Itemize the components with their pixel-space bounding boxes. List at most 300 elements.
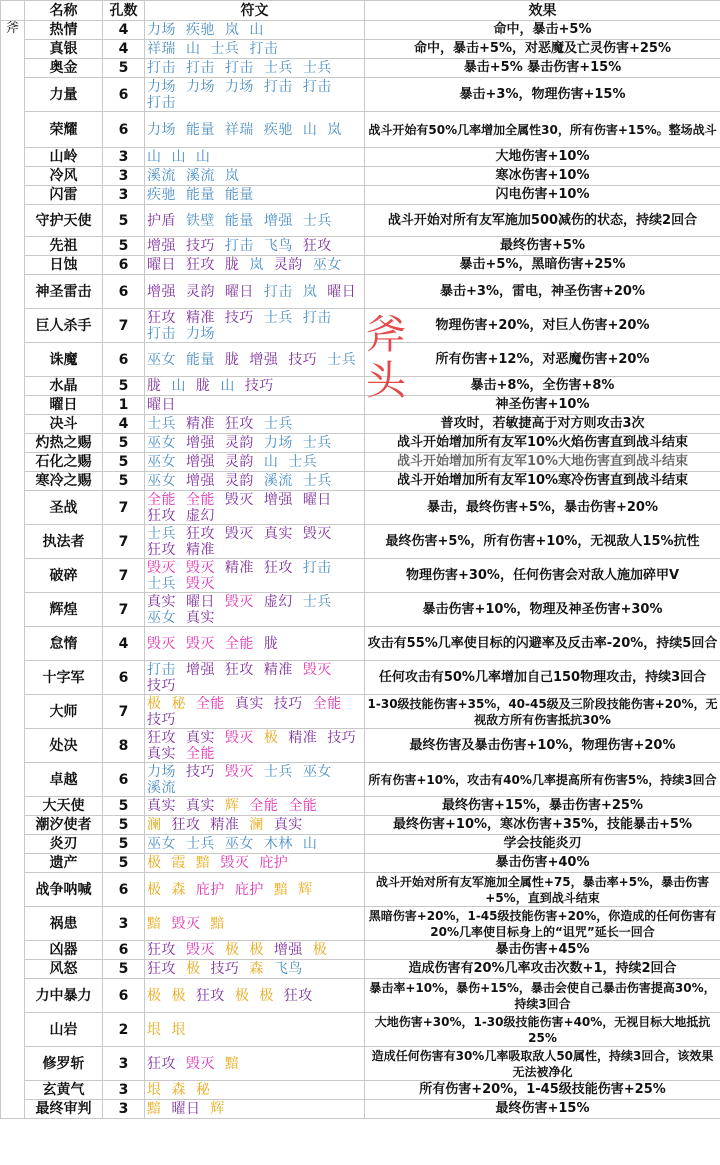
effect-text: 战斗开始有50%几率增加全属性30，所有伤害+15%。整场战斗 (365, 112, 720, 148)
table-row (1, 415, 720, 434)
table-row (1, 979, 720, 1013)
table-row (1, 1081, 720, 1100)
table-row (1, 763, 720, 797)
rune: 灵韵 (185, 283, 215, 300)
rune: 毁灭 (224, 729, 254, 746)
rune-list (145, 1081, 365, 1100)
rune-list (145, 729, 365, 763)
hole-count: 6 (103, 941, 145, 960)
rune: 全能 (224, 635, 254, 652)
rune: 真实 (147, 593, 176, 610)
rune: 灵韵 (224, 454, 254, 470)
hole-count: 3 (103, 1081, 145, 1100)
rune: 精准 (185, 309, 215, 326)
table-body (1, 21, 720, 1119)
table-row (1, 472, 720, 491)
hole-count: 6 (103, 979, 145, 1013)
rune: 山 (249, 22, 264, 38)
table-row (1, 627, 720, 661)
rune-list (145, 941, 365, 960)
rune: 灵韵 (224, 473, 254, 489)
watermark-char: 头 (366, 358, 406, 404)
axe-watermark (364, 312, 408, 404)
hole-count: 2 (103, 1013, 145, 1047)
rune-list (145, 835, 365, 854)
rune-list (145, 275, 365, 309)
runeword-name: 山岭 (25, 148, 103, 167)
table-row (1, 186, 720, 205)
rune: 狂攻 (195, 987, 225, 1004)
effect-text: 命中，暴击+5%，对恶魔及亡灵伤害+25% (365, 40, 720, 59)
rune: 曜日 (224, 283, 254, 300)
rune: 山 (147, 149, 162, 165)
rune: 技巧 (244, 378, 274, 394)
rune: 精准 (185, 541, 215, 558)
effect-text: 神圣伤害+10% (365, 396, 720, 415)
table-row (1, 960, 720, 979)
rune: 力场 (185, 325, 215, 342)
table-row (1, 237, 720, 256)
table-row (1, 21, 720, 40)
rune: 士兵 (288, 454, 318, 470)
rune-list (145, 309, 365, 343)
rune: 力场 (147, 22, 176, 38)
rune: 胧 (263, 635, 279, 652)
runeword-name: 修罗斩 (25, 1047, 103, 1081)
rune: 巫女 (224, 836, 254, 852)
rune: 技巧 (327, 729, 357, 746)
rune: 增强 (249, 351, 279, 368)
rune: 极 (185, 961, 201, 977)
effect-text: 任何攻击有50%几率增加自己150物理攻击，持续3回合 (365, 661, 720, 695)
table-row (1, 525, 720, 559)
runeword-name: 卓越 (25, 763, 103, 797)
effect-text: 攻击有55%几率使目标的闪避率及反击率-20%，持续5回合 (365, 627, 720, 661)
rune: 极 (147, 855, 162, 871)
rune: 打击 (302, 78, 332, 95)
rune: 精准 (263, 661, 293, 678)
runeword-name: 守护天使 (25, 205, 103, 237)
rune: 山 (302, 121, 318, 138)
rune: 打击 (147, 60, 176, 76)
table-row (1, 112, 720, 148)
hole-count: 5 (103, 835, 145, 854)
rune-list (145, 627, 365, 661)
rune: 黯 (210, 915, 225, 932)
runeword-name: 破碎 (25, 559, 103, 593)
hole-count: 3 (103, 148, 145, 167)
rune: 打击 (147, 661, 176, 678)
table-row (1, 593, 720, 627)
runeword-name: 潮汐使者 (25, 816, 103, 835)
table-row (1, 661, 720, 695)
rune: 增强 (185, 454, 215, 470)
rune-list (145, 763, 365, 797)
runeword-name: 寒冷之赐 (25, 472, 103, 491)
rune-list (145, 661, 365, 695)
rune: 毁灭 (302, 525, 332, 542)
rune: 山 (195, 149, 211, 165)
runeword-name: 日蚀 (25, 256, 103, 275)
rune: 增强 (263, 491, 293, 508)
rune-list (145, 979, 365, 1013)
table-row (1, 941, 720, 960)
hole-count: 5 (103, 453, 145, 472)
runeword-name: 力量 (25, 78, 103, 112)
runeword-name: 诛魔 (25, 343, 103, 377)
rune: 巫女 (302, 763, 332, 780)
rune: 增强 (185, 661, 215, 678)
table-row (1, 873, 720, 907)
rune: 巫女 (147, 836, 176, 852)
table-row (1, 797, 720, 816)
rune: 打击 (224, 238, 254, 254)
effect-text: 大地伤害+30%，1-30级技能伤害+40%，无视目标大地抵抗25% (365, 1013, 720, 1047)
runeword-name: 辉煌 (25, 593, 103, 627)
hole-count: 5 (103, 797, 145, 816)
rune: 铁壁 (185, 212, 215, 229)
rune: 全能 (288, 798, 318, 814)
runeword-name: 热情 (25, 21, 103, 40)
header-row (1, 1, 720, 21)
rune-list (145, 59, 365, 78)
rune: 狂攻 (147, 961, 176, 977)
rune: 能量 (185, 351, 215, 368)
hole-count: 7 (103, 593, 145, 627)
rune: 能量 (224, 187, 254, 203)
rune: 真实 (185, 798, 215, 814)
effect-text: 暴击+8%，全伤害+8% (365, 377, 720, 396)
rune: 技巧 (185, 238, 215, 254)
rune-list (145, 1047, 365, 1081)
table-row (1, 907, 720, 941)
table-row (1, 205, 720, 237)
rune: 胧 (224, 257, 240, 273)
rune: 秘 (171, 695, 186, 712)
table-row (1, 256, 720, 275)
rune: 能量 (224, 212, 254, 229)
table-row (1, 396, 720, 415)
runeword-name: 凶器 (25, 941, 103, 960)
rune: 士兵 (263, 763, 293, 780)
rune: 打击 (263, 78, 293, 95)
table-row (1, 559, 720, 593)
rune: 增强 (273, 942, 303, 958)
table-row (1, 343, 720, 377)
rune: 森 (171, 1082, 186, 1098)
runeword-name: 处决 (25, 729, 103, 763)
rune: 辉 (210, 1101, 225, 1117)
rune: 曜日 (147, 397, 176, 413)
rune: 溪流 (263, 473, 293, 489)
rune: 全能 (147, 491, 176, 508)
header-holes: 孔数 (103, 1, 145, 21)
runeword-name: 曜日 (25, 396, 103, 415)
table-row (1, 434, 720, 453)
rune-list (145, 40, 365, 59)
hole-count: 7 (103, 559, 145, 593)
rune: 毁灭 (224, 763, 254, 780)
rune-list (145, 256, 365, 275)
rune: 增强 (185, 435, 215, 451)
rune-list (145, 205, 365, 237)
rune: 极 (147, 695, 162, 712)
rune: 打击 (147, 94, 176, 111)
rune: 狂攻 (263, 559, 293, 576)
rune: 极 (147, 881, 162, 898)
rune: 飞鸟 (263, 238, 293, 254)
rune: 极 (263, 729, 279, 746)
rune: 力场 (147, 121, 176, 138)
rune: 辉 (298, 881, 313, 898)
rune: 士兵 (147, 575, 176, 592)
rune: 力场 (147, 78, 176, 95)
rune-list (145, 695, 365, 729)
hole-count: 3 (103, 167, 145, 186)
rune: 打击 (302, 309, 332, 326)
effect-text: 战斗开始对所有友军施加全属性+75，暴击率+5%，暴击伤害+5%，直到战斗结束 (365, 873, 720, 907)
hole-count: 6 (103, 873, 145, 907)
rune-list (145, 797, 365, 816)
rune: 黯 (147, 1101, 162, 1117)
rune: 岚 (249, 257, 264, 273)
rune: 垠 (147, 1021, 162, 1038)
rune: 秘 (195, 1082, 211, 1098)
hole-count: 5 (103, 854, 145, 873)
rune: 飞鸟 (273, 961, 303, 977)
rune: 精准 (288, 729, 318, 746)
runeword-name: 炎刃 (25, 835, 103, 854)
rune: 护盾 (147, 212, 176, 229)
table-row (1, 729, 720, 763)
table-row (1, 1013, 720, 1047)
rune-list (145, 559, 365, 593)
runeword-name: 大师 (25, 695, 103, 729)
table-row (1, 78, 720, 112)
rune: 曜日 (171, 1101, 201, 1117)
runeword-name: 真银 (25, 40, 103, 59)
effect-text: 物理伤害+20%，对巨人伤害+20% (365, 309, 720, 343)
rune: 士兵 (147, 525, 176, 542)
hole-count: 4 (103, 40, 145, 59)
effect-text: 暴击伤害+45% (365, 941, 720, 960)
header-name: 名称 (25, 1, 103, 21)
rune: 力场 (224, 78, 254, 95)
rune: 巫女 (147, 454, 176, 470)
rune: 祥瑞 (147, 41, 176, 57)
effect-text: 命中，暴击+5% (365, 21, 720, 40)
effect-text: 暴击+3%，物理伤害+15% (365, 78, 720, 112)
rune: 士兵 (263, 416, 293, 432)
rune-list (145, 415, 365, 434)
rune-list (145, 343, 365, 377)
rune: 毁灭 (224, 491, 254, 508)
table-row (1, 695, 720, 729)
hole-count: 7 (103, 525, 145, 559)
rune: 毁灭 (302, 661, 332, 678)
rune: 毁灭 (224, 593, 254, 610)
rune: 极 (234, 987, 250, 1004)
rune: 毁灭 (185, 1055, 215, 1072)
runeword-name: 山岩 (25, 1013, 103, 1047)
effect-text: 黑暗伤害+20%，1-45级技能伤害+20%，你造成的任何伤害有20%几率使目标身上的“诅咒”延长一回合 (365, 907, 720, 941)
rune-list (145, 377, 365, 396)
rune: 士兵 (185, 836, 215, 852)
effect-text: 最终伤害+15%，暴击伤害+25% (365, 797, 720, 816)
rune-list (145, 854, 365, 873)
hole-count: 5 (103, 59, 145, 78)
table-row (1, 275, 720, 309)
table-row (1, 816, 720, 835)
rune: 士兵 (263, 309, 293, 326)
header-effect: 效果 (365, 1, 720, 21)
rune: 狂攻 (147, 309, 176, 326)
hole-count: 5 (103, 434, 145, 453)
rune: 全能 (312, 695, 342, 712)
rune: 木林 (263, 836, 293, 852)
hole-count: 5 (103, 816, 145, 835)
rune: 胧 (147, 378, 162, 394)
rune: 庇护 (259, 855, 289, 871)
effect-text: 普攻时，若敏捷高于对方则攻击3次 (365, 415, 720, 434)
rune: 疾驰 (147, 187, 176, 203)
hole-count: 4 (103, 21, 145, 40)
effect-text: 大地伤害+10% (365, 148, 720, 167)
rune: 士兵 (302, 473, 332, 489)
rune-list (145, 816, 365, 835)
rune: 士兵 (327, 351, 357, 368)
effect-text: 所有伤害+10%，攻击有40%几率提高所有伤害5%，持续3回合 (365, 763, 720, 797)
rune-list (145, 148, 365, 167)
rune: 垠 (147, 1082, 162, 1098)
runeword-name: 神圣雷击 (25, 275, 103, 309)
runeword-name: 决斗 (25, 415, 103, 434)
rune: 巫女 (312, 257, 342, 273)
rune: 全能 (195, 695, 225, 712)
header-runes: 符文 (145, 1, 365, 21)
rune: 真实 (147, 798, 176, 814)
hole-count: 6 (103, 78, 145, 112)
rune: 打击 (263, 283, 293, 300)
effect-text: 最终伤害+10%，寒冰伤害+35%，技能暴击+5% (365, 816, 720, 835)
rune: 山 (302, 836, 318, 852)
rune-list (145, 960, 365, 979)
rune-list (145, 1100, 365, 1119)
rune: 曜日 (147, 257, 176, 273)
table-row (1, 40, 720, 59)
rune: 曜日 (302, 491, 332, 508)
rune: 狂攻 (147, 1055, 176, 1072)
rune: 增强 (263, 212, 293, 229)
rune: 毁灭 (185, 635, 215, 652)
rune: 毁灭 (224, 525, 254, 542)
rune-list (145, 491, 365, 525)
effect-text: 最终伤害+5%，所有伤害+10%，无视敌人15%抗性 (365, 525, 720, 559)
hole-count: 4 (103, 415, 145, 434)
rune: 真实 (185, 609, 215, 626)
rune: 虚幻 (263, 593, 293, 610)
rune: 全能 (185, 491, 215, 508)
rune: 真实 (263, 525, 293, 542)
rune: 山 (185, 41, 201, 57)
rune: 垠 (171, 1021, 186, 1038)
rune: 疾驰 (185, 22, 215, 38)
rune: 士兵 (263, 60, 293, 76)
rune: 巫女 (147, 435, 176, 451)
rune: 狂攻 (224, 661, 254, 678)
rune: 增强 (185, 473, 215, 489)
hole-count: 3 (103, 186, 145, 205)
rune: 技巧 (210, 961, 240, 977)
rune: 辉 (224, 798, 240, 814)
rune: 澜 (249, 817, 264, 833)
hole-count: 4 (103, 627, 145, 661)
rune: 极 (259, 987, 274, 1004)
rune: 毁灭 (147, 635, 176, 652)
runeword-name: 祸患 (25, 907, 103, 941)
rune: 士兵 (210, 41, 240, 57)
rune: 真实 (147, 745, 176, 762)
rune: 狂攻 (171, 817, 201, 833)
rune: 精准 (224, 559, 254, 576)
rune: 黯 (195, 855, 211, 871)
effect-text: 最终伤害+5% (365, 237, 720, 256)
hole-count: 7 (103, 309, 145, 343)
rune: 山 (171, 378, 186, 394)
rune: 技巧 (185, 763, 215, 780)
runeword-name: 风怒 (25, 960, 103, 979)
table-row (1, 309, 720, 343)
hole-count: 3 (103, 1047, 145, 1081)
header-category (1, 1, 25, 21)
hole-count: 7 (103, 491, 145, 525)
rune: 打击 (147, 325, 176, 342)
runeword-name: 石化之赐 (25, 453, 103, 472)
runeword-name: 灼热之赐 (25, 434, 103, 453)
effect-text: 所有伤害+12%，对恶魔伤害+20% (365, 343, 720, 377)
effect-text: 暴击伤害+40% (365, 854, 720, 873)
rune: 岚 (327, 121, 342, 138)
runeword-name: 奥金 (25, 59, 103, 78)
rune: 打击 (185, 60, 215, 76)
rune: 灵韵 (224, 435, 254, 451)
rune-list (145, 434, 365, 453)
effect-text: 造成伤害有20%几率攻击次数+1，持续2回合 (365, 960, 720, 979)
runeword-name: 遗产 (25, 854, 103, 873)
rune: 狂攻 (185, 257, 215, 273)
rune: 狂攻 (283, 987, 313, 1004)
rune: 士兵 (147, 416, 176, 432)
table-row (1, 854, 720, 873)
runeword-name: 最终审判 (25, 1100, 103, 1119)
rune-list (145, 21, 365, 40)
rune: 极 (249, 942, 264, 958)
rune: 毁灭 (147, 559, 176, 576)
rune: 技巧 (273, 695, 303, 712)
effect-text: 暴击+5% 暴击伤害+15% (365, 59, 720, 78)
rune: 毁灭 (220, 855, 250, 871)
runeword-name: 先祖 (25, 237, 103, 256)
hole-count: 5 (103, 205, 145, 237)
rune: 极 (224, 942, 240, 958)
rune: 森 (249, 961, 264, 977)
rune: 打击 (224, 60, 254, 76)
rune-list (145, 907, 365, 941)
hole-count: 3 (103, 907, 145, 941)
runeword-name: 巨人杀手 (25, 309, 103, 343)
rune: 黯 (224, 1055, 240, 1072)
rune: 全能 (249, 798, 279, 814)
